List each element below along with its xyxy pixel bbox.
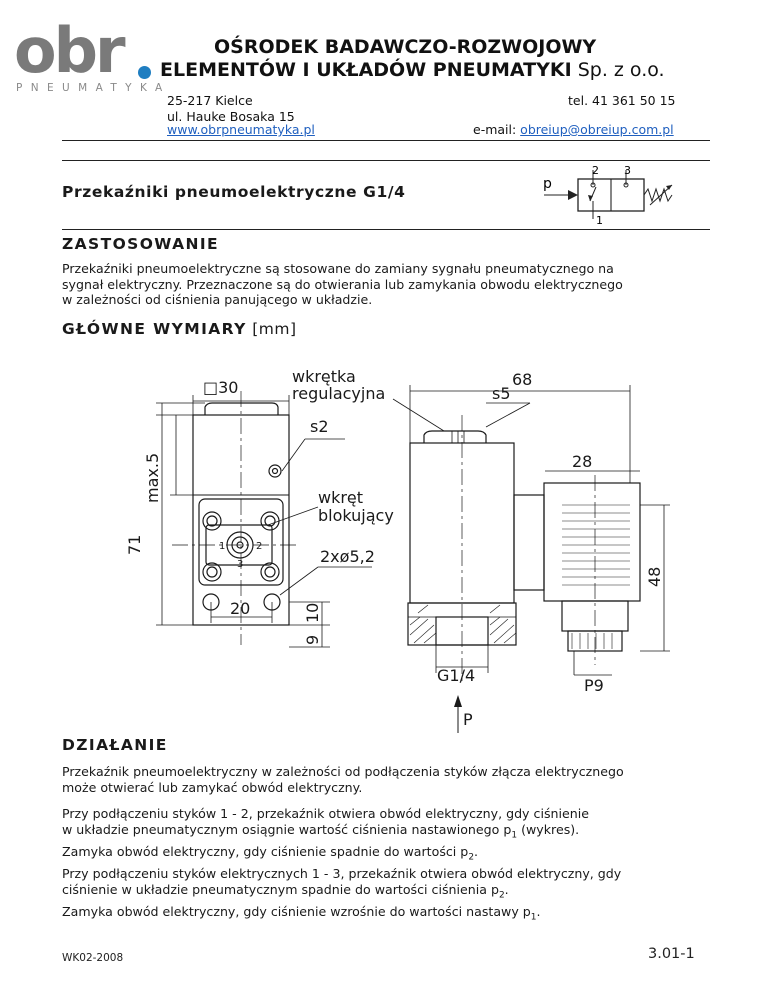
label-20: 20 [230,599,251,618]
label-term3: 3 [237,559,244,570]
label-pressure: P [463,710,473,729]
label-term2: 2 [256,541,263,552]
org-name-bold: ELEMENTÓW I UKŁADÓW PNEUMATYKI [160,59,572,81]
zastosowanie-line1: Przekaźniki pneumoelektryczne są stosowane do zamiany sygnału pneumatycznego na [62,261,614,276]
dzialanie-p3-line1: Przy podłączeniu styków elektrycznych 1 - 3, przekaźnik otwiera obwód elektryczny, gdy [62,866,622,881]
label-28: 28 [572,452,593,471]
label-68: 68 [512,370,533,389]
logo-text: obr [14,14,123,87]
dzialanie-p3-line3 [62,904,712,926]
org-name-line1: OŚRODEK BADAWCZO-ROZWOJOWY [214,36,597,58]
zastosowanie-text [62,261,712,308]
p3-l3-text: Zamyka obwód elektryczny, gdy ciśnienie wzrośnie do wartości nastawy p [62,903,531,919]
label-holes: 2xø5,2 [320,547,375,566]
symbol-port3: 3 [624,164,631,177]
dzialanie-p1 [62,764,712,795]
logo-dot [138,66,151,79]
product-title: Przekaźniki pneumoelektryczne G1/4 [62,183,406,201]
wymiary-unit: [mm] [246,320,297,338]
heading-zastosowanie: ZASTOSOWANIE [62,235,220,253]
footer-code: WK02-2008 [62,952,124,964]
email-link[interactable]: obreiup@obreiup.com.pl [520,122,674,137]
page-number: 3.01-1 [648,946,695,962]
p3-l3-end: . [536,903,541,919]
address-line2: ul. Hauke Bosaka 15 [167,109,295,124]
zastosowanie-line3: w zależności od ciśnienia panującego w układzie. [62,292,373,307]
symbol-port2: 2 [592,164,599,177]
front-cap [205,403,278,415]
label-p9: P9 [584,676,604,695]
dzialanie-p2 [62,806,712,866]
label-s2: s2 [310,417,329,436]
dzialanie-p2-line3 [62,844,712,866]
label-thread: G1/4 [437,666,476,685]
p2-l3-text: Zamyka obwód elektryczny, gdy ciśnienie spadnie do wartości p [62,843,469,859]
p3-l2-end: . [504,881,509,897]
email-label: e-mail: [473,122,521,137]
header-rule-2 [62,160,710,161]
header-rule-1 [62,140,710,141]
dimension-drawing [0,355,768,735]
org-name-suffix: Sp. z o.o. [571,59,665,81]
wymiary-title: GŁÓWNE WYMIARY [62,320,247,338]
dzialanie-p1-line1: Przekaźnik pneumoelektryczny w zależności od podłączenia styków złącza elektrycznego [62,764,624,779]
dzialanie-p1-line2: może otwierać lub zamykać obwód elektryczny. [62,779,363,795]
symbol-label-p: p [543,176,552,192]
label-71: 71 [125,534,144,555]
symbol-port1: 1 [596,214,603,227]
p2-l3-end: . [474,843,479,859]
label-term1: 1 [219,541,226,552]
label-lock-screw-2: blokujący [318,506,394,525]
logo-subtitle: PNEUMATYKA [16,82,171,94]
p2-l3-sub: 2 [468,852,475,863]
address-line1: 25-217 Kielce [167,93,253,108]
heading-wymiary [62,320,297,338]
org-name-line2 [160,59,665,81]
label-max5: max.5 [143,452,162,503]
dzialanie-p2-line1: Przy podłączeniu styków 1 - 2, przekaźnik otwiera obwód elektryczny, gdy ciśnienie [62,806,589,821]
label-adj-screw-1: wkrętka [292,367,356,386]
label-adj-screw-2: regulacyjna [292,384,386,403]
label-9: 9 [303,634,322,645]
label-s5: s5 [492,384,511,403]
p2-l2-end: (wykres). [517,821,580,837]
label-10: 10 [303,602,322,623]
side-cap [424,431,486,443]
section-rule [62,229,710,230]
dzialanie-p2-line2 [62,822,712,844]
p3-l2-text: ciśnienie w układzie pneumatycznym spadnie do wartości ciśnienia p [62,881,499,897]
dzialanie-p3-line2 [62,882,712,904]
p2-l2-sub: 1 [511,830,518,841]
label-lock-screw-1: wkręt [318,488,364,507]
dzialanie-p3 [62,866,712,926]
label-48: 48 [645,566,664,587]
heading-dzialanie: DZIAŁANIE [62,736,168,754]
email-row [473,122,674,138]
p3-l3-sub: 1 [530,912,537,923]
p3-l2-sub: 2 [498,890,505,901]
label-square: □30 [203,378,239,397]
zastosowanie-line2: sygnał elektryczny. Przeznaczone są do otwierania lub zamykania obwodu elektrycznego [62,276,623,292]
pneumatic-symbol [538,163,710,227]
p2-l2-text: w układzie pneumatycznym osiągnie wartość ciśnienia nastawionego p [62,821,512,837]
phone: tel. 41 361 50 15 [568,93,676,108]
website-link[interactable]: www.obrpneumatyka.pl [167,122,315,137]
